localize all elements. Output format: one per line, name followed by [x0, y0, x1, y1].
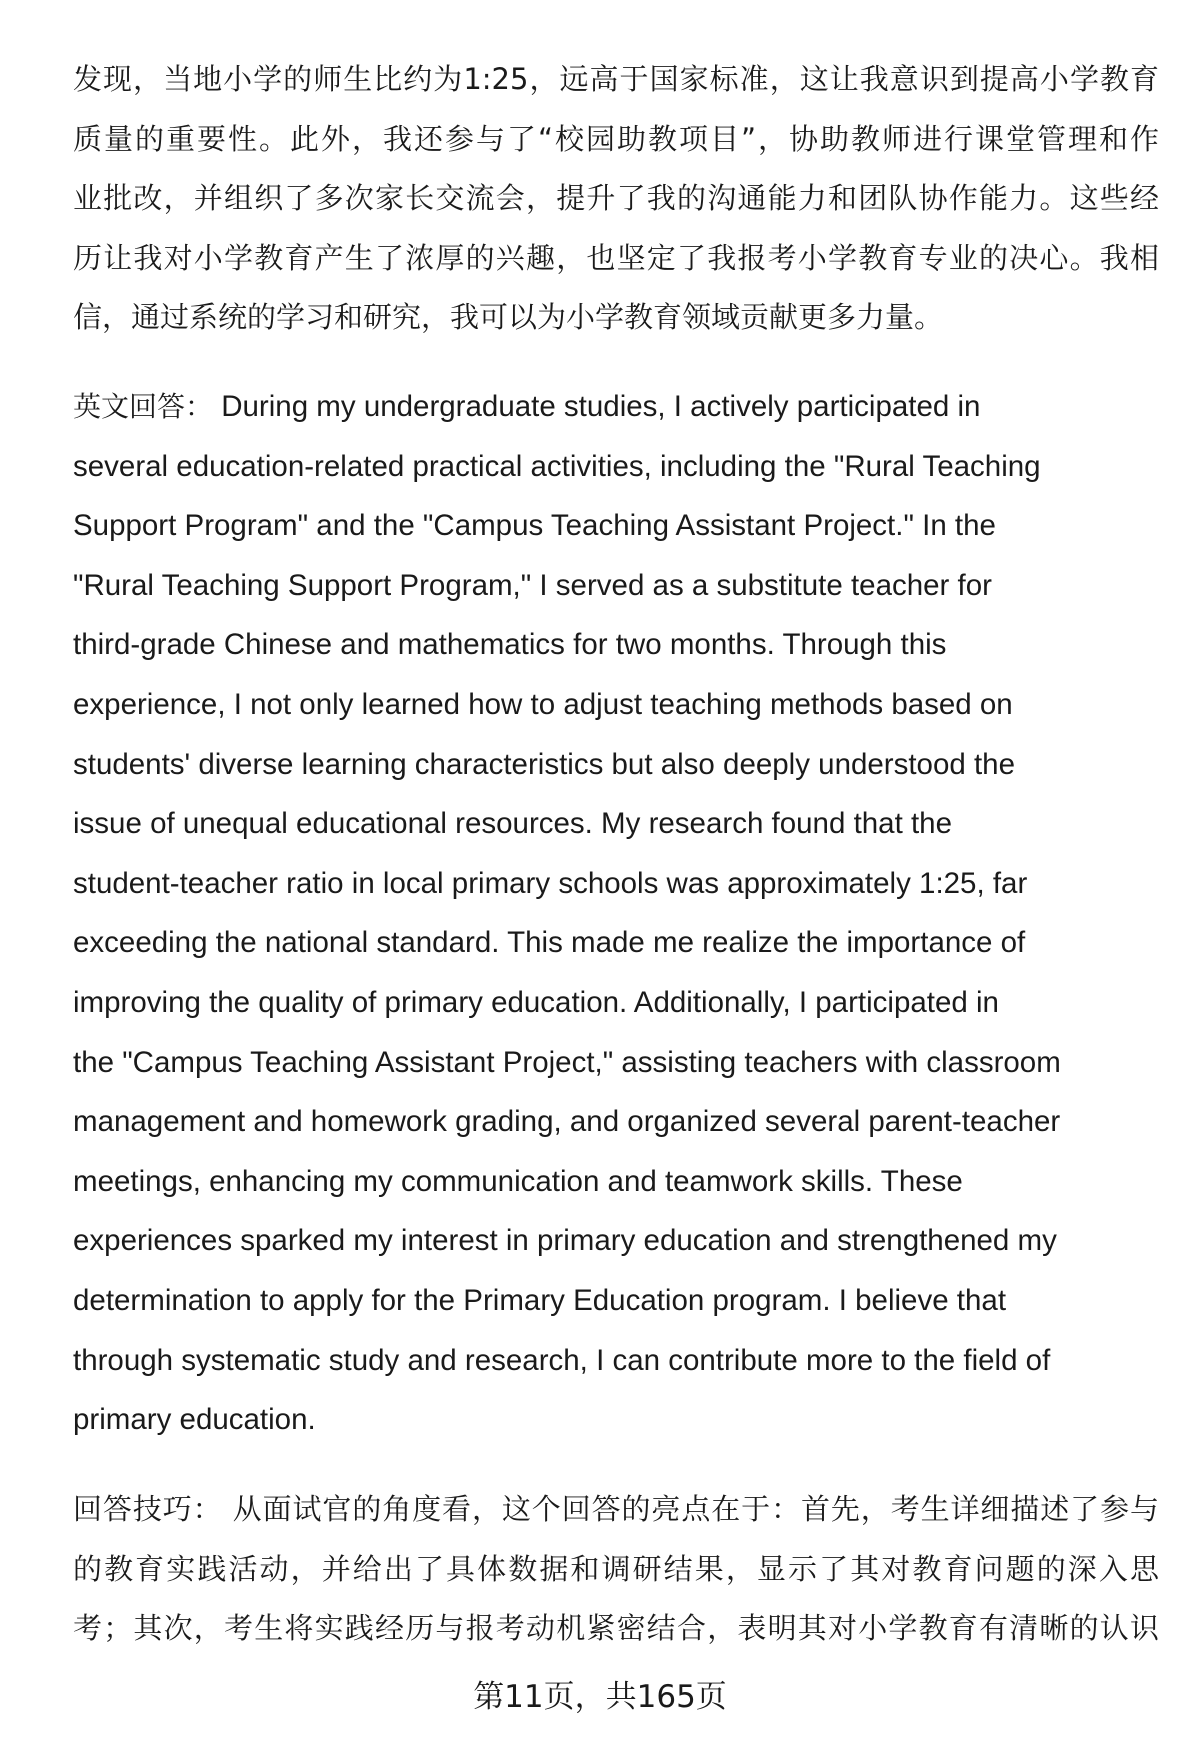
english-answer-paragraph: [73, 377, 1159, 1450]
text-line: determination to apply for the Primary Education program. I believe that: [73, 1283, 1007, 1317]
text-line: 的教育实践活动，并给出了具体数据和调研结果，显示了其对教育问题的深入思: [73, 1551, 1159, 1586]
text-line: experience, I not only learned how to adjust teaching methods based on: [73, 687, 1013, 721]
page-number: 第11页，共165页: [473, 1679, 727, 1715]
text-line: 信，通过系统的学习和研究，我可以为小学教育领域贡献更多力量。: [73, 300, 944, 335]
text-line: improving the quality of primary education. Additionally, I participated in: [73, 985, 999, 1019]
text-line: student-teacher ratio in local primary schools was approximately 1:25, far: [73, 866, 1028, 900]
text-line: 历让我对小学教育产生了浓厚的兴趣，也坚定了我报考小学教育专业的决心。我相: [73, 240, 1159, 275]
text-line: 回答技巧： 从面试官的角度看，这个回答的亮点在于：首先，考生详细描述了参与: [73, 1492, 1159, 1526]
text-line: Support Program" and the "Campus Teaching Assistant Project." In the: [73, 509, 996, 543]
text-line: the "Campus Teaching Assistant Project," assisting teachers with classroom: [73, 1045, 1061, 1079]
text-line: meetings, enhancing my communication and teamwork skills. These: [73, 1164, 963, 1198]
text-line: third-grade Chinese and mathematics for two months. Through this: [73, 628, 947, 662]
text-line: experiences sparked my interest in primary education and strengthened my: [73, 1224, 1057, 1258]
text-line: "Rural Teaching Support Program," I served as a substitute teacher for: [73, 568, 992, 602]
text-line: through systematic study and research, I can contribute more to the field of: [73, 1343, 1051, 1377]
answer-tips-paragraph: [73, 1480, 1159, 1659]
text-line: 考；其次，考生将实践经历与报考动机紧密结合，表明其对小学教育有清晰的认识: [73, 1611, 1159, 1646]
text-line: primary education.: [73, 1403, 316, 1437]
text-line: students' diverse learning characteristics but also deeply understood the: [73, 747, 1015, 781]
english-answer-label: 英文回答：: [73, 390, 214, 423]
text-line: 质量的重要性。此外，我还参与了“校园助教项目”，协助教师进行课堂管理和作: [73, 121, 1159, 156]
chinese-answer-paragraph: [73, 50, 1159, 348]
text-line: several education-related practical activities, including the "Rural Teaching: [73, 449, 1041, 483]
text-line: 发现，当地小学的师生比约为1:25，远高于国家标准，这让我意识到提高小学教育: [73, 62, 1159, 96]
text-line: management and homework grading, and organized several parent-teacher: [73, 1105, 1061, 1139]
text-line: 业批改，并组织了多次家长交流会，提升了我的沟通能力和团队协作能力。这些经: [73, 181, 1159, 216]
text-line: exceeding the national standard. This made me realize the importance of: [73, 926, 1026, 960]
text-line: issue of unequal educational resources. My research found that the: [73, 807, 952, 841]
text-line: During my undergraduate studies, I actively participated in: [213, 390, 981, 423]
